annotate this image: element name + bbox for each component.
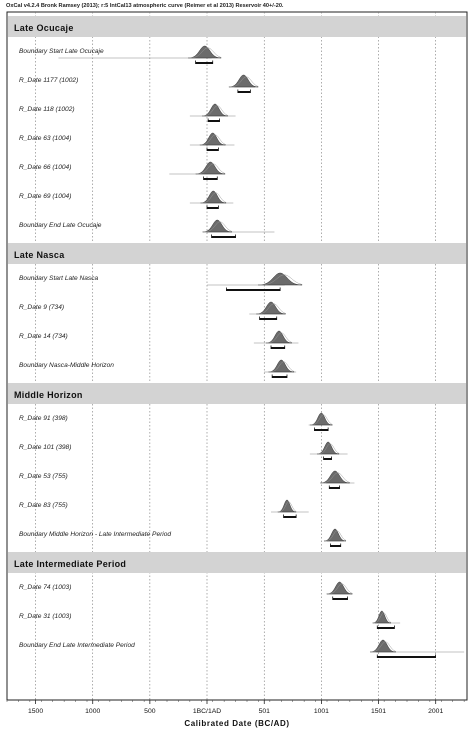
x-axis <box>7 700 474 715</box>
x-tick-label: 1501 <box>370 708 387 715</box>
row-label: Boundary End Late Ocucaje <box>19 222 102 229</box>
x-axis-title: Calibrated Date (BC/AD) <box>184 719 290 728</box>
row-label: R_Date 31 (1003) <box>19 613 72 620</box>
grid-layer <box>36 12 474 700</box>
posterior-distribution <box>188 46 221 58</box>
posterior-distribution <box>200 133 226 145</box>
row-label: R_Date 14 (734) <box>19 333 68 340</box>
plot-frame <box>7 12 467 700</box>
row-label: R_Date 66 (1004) <box>19 164 72 171</box>
x-tick-label: 500 <box>144 708 156 715</box>
row-label: Boundary Start Late Ocucaje <box>19 48 104 55</box>
posterior-distribution <box>229 75 258 87</box>
posterior-distribution <box>370 640 396 652</box>
header-text: OxCal v4.2.4 Bronk Ramsey (2013); r:5 IntCal13 atmospheric curve (Reimer et al 2013) Reservoir 40+/-20. <box>6 3 284 9</box>
row-label: R_Date 83 (755) <box>19 502 68 509</box>
posterior-distribution <box>196 162 225 174</box>
posterior-distribution <box>268 360 294 372</box>
row-label: R_Date 9 (734) <box>19 304 65 311</box>
x-tick-label: 1001 <box>313 708 329 715</box>
posterior-distribution <box>202 104 228 116</box>
section-header-band <box>8 243 466 264</box>
posterior-distribution <box>310 413 332 425</box>
posterior-distribution <box>327 582 353 594</box>
section-title: Late Intermediate Period <box>14 559 127 569</box>
row-label: R_Date 53 (755) <box>19 473 68 480</box>
posterior-distribution <box>258 273 302 285</box>
posterior-distribution <box>317 442 339 454</box>
posterior-distribution <box>320 471 349 483</box>
row-label: Boundary Start Late Nasca <box>19 275 99 282</box>
row-label: R_Date 69 (1004) <box>19 193 72 200</box>
row-label: R_Date 91 (398) <box>19 415 68 422</box>
posterior-distribution <box>373 611 391 623</box>
row-label: Boundary Nasca-Middle Horizon <box>19 362 114 369</box>
x-tick-label: 1000 <box>85 708 101 715</box>
section-header-band <box>8 16 466 37</box>
row-label: R_Date 118 (1002) <box>19 106 75 113</box>
row-label: R_Date 1177 (1002) <box>19 77 79 84</box>
posterior-distribution <box>266 331 292 343</box>
x-tick-label: 2001 <box>428 708 444 715</box>
x-tick-label: 1500 <box>28 708 44 715</box>
row-label: R_Date 63 (1004) <box>19 135 72 142</box>
row-label: Boundary End Late Intermediate Period <box>19 642 135 649</box>
x-tick-label: 1BC/1AD <box>192 708 222 715</box>
row-label: R_Date 101 (398) <box>19 444 72 451</box>
row-label: Boundary Middle Horizon - Late Intermediate Period <box>19 531 172 538</box>
rows-layer <box>8 16 466 658</box>
row-label: R_Date 74 (1003) <box>19 584 72 591</box>
section-title: Late Nasca <box>14 250 65 260</box>
posterior-distribution <box>200 191 226 203</box>
posterior-distribution <box>278 500 296 512</box>
x-tick-label: 501 <box>258 708 270 715</box>
posterior-distribution <box>256 302 285 314</box>
section-title: Late Ocucaje <box>14 23 74 33</box>
section-title: Middle Horizon <box>14 390 83 400</box>
posterior-distribution <box>324 529 346 541</box>
